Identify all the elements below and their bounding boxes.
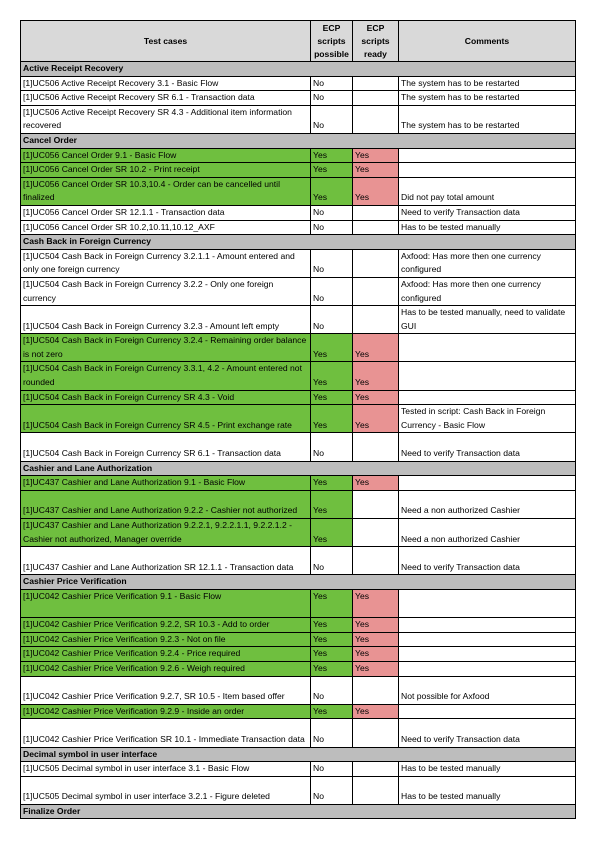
ecp-possible-cell: Yes — [311, 519, 353, 547]
section-title: Decimal symbol in user interface — [21, 747, 576, 762]
header-comments: Comments — [399, 21, 576, 62]
section-title: Cashier and Lane Authorization — [21, 461, 576, 476]
header-row — [21, 21, 576, 62]
section-row — [21, 235, 576, 250]
ecp-possible-cell: Yes — [311, 163, 353, 178]
comment-cell — [399, 647, 576, 662]
ecp-possible-cell: No — [311, 776, 353, 804]
ecp-possible-cell: No — [311, 676, 353, 704]
test-case-cell: [1]UC056 Cancel Order SR 10.2 - Print receipt — [21, 163, 311, 178]
ecp-ready-cell — [353, 433, 399, 461]
test-case-cell: [1]UC042 Cashier Price Verification 9.2.4 - Price required — [21, 647, 311, 662]
ecp-ready-cell: Yes — [353, 632, 399, 647]
ecp-ready-cell — [353, 306, 399, 334]
comment-cell — [399, 618, 576, 633]
table-body — [21, 62, 576, 819]
ecp-possible-cell: No — [311, 76, 353, 91]
comment-cell: Need to verify Transaction data — [399, 433, 576, 461]
test-case-cell: [1]UC042 Cashier Price Verification 9.1 - Basic Flow — [21, 589, 311, 617]
ecp-possible-cell: Yes — [311, 405, 353, 433]
ecp-possible-cell: Yes — [311, 490, 353, 518]
ecp-ready-cell — [353, 105, 399, 133]
test-case-cell: [1]UC056 Cancel Order SR 10.2,10.11,10.12_AXF — [21, 220, 311, 235]
test-case-cell: [1]UC506 Active Receipt Recovery SR 4.3 - Additional item information recovered — [21, 105, 311, 133]
test-case-cell: [1]UC505 Decimal symbol in user interface 3.2.1 - Figure deleted — [21, 776, 311, 804]
comment-cell — [399, 390, 576, 405]
ecp-possible-cell: No — [311, 277, 353, 305]
ecp-possible-cell: No — [311, 762, 353, 777]
ecp-ready-cell: Yes — [353, 148, 399, 163]
table-row — [21, 704, 576, 719]
ecp-ready-cell: Yes — [353, 647, 399, 662]
ecp-ready-cell: Yes — [353, 476, 399, 491]
table-row — [21, 334, 576, 362]
ecp-possible-cell: No — [311, 547, 353, 575]
ecp-possible-cell: Yes — [311, 390, 353, 405]
ecp-possible-cell: No — [311, 220, 353, 235]
table-row — [21, 776, 576, 804]
table-row — [21, 490, 576, 518]
comment-cell: Not possible for Axfood — [399, 676, 576, 704]
ecp-ready-cell: Yes — [353, 618, 399, 633]
ecp-possible-cell: Yes — [311, 632, 353, 647]
table-row — [21, 647, 576, 662]
comment-cell: The system has to be restarted — [399, 105, 576, 133]
ecp-ready-cell: Yes — [353, 405, 399, 433]
test-case-cell: [1]UC504 Cash Back in Foreign Currency SR 4.3 - Void — [21, 390, 311, 405]
ecp-ready-cell: Yes — [353, 704, 399, 719]
test-case-cell: [1]UC437 Cashier and Lane Authorization 9.2.2.1, 9.2.2.1.1, 9.2.2.1.2 - Cashier not authorized, Manager override — [21, 519, 311, 547]
table-row — [21, 362, 576, 390]
ecp-ready-cell — [353, 220, 399, 235]
section-title: Cash Back in Foreign Currency — [21, 235, 576, 250]
table-row — [21, 676, 576, 704]
table-row — [21, 405, 576, 433]
ecp-ready-cell — [353, 547, 399, 575]
table-row — [21, 519, 576, 547]
comment-cell — [399, 661, 576, 676]
test-case-table — [20, 20, 576, 819]
comment-cell — [399, 632, 576, 647]
table-row — [21, 547, 576, 575]
ecp-ready-cell — [353, 719, 399, 747]
section-row — [21, 575, 576, 590]
table-row — [21, 589, 576, 617]
test-case-cell: [1]UC504 Cash Back in Foreign Currency 3.2.3 - Amount left empty — [21, 306, 311, 334]
table-row — [21, 433, 576, 461]
ecp-possible-cell: Yes — [311, 704, 353, 719]
comment-cell: Did not pay total amount — [399, 177, 576, 205]
ecp-ready-cell — [353, 277, 399, 305]
table-row — [21, 205, 576, 220]
ecp-possible-cell: Yes — [311, 362, 353, 390]
table-row — [21, 105, 576, 133]
comment-cell: Axfood: Has more then one currency configured — [399, 277, 576, 305]
test-case-cell: [1]UC504 Cash Back in Foreign Currency SR 4.5 - Print exchange rate — [21, 405, 311, 433]
ecp-ready-cell: Yes — [353, 362, 399, 390]
ecp-ready-cell: Yes — [353, 163, 399, 178]
ecp-possible-cell: No — [311, 105, 353, 133]
ecp-possible-cell: No — [311, 306, 353, 334]
comment-cell — [399, 334, 576, 362]
comment-cell: Need to verify Transaction data — [399, 547, 576, 575]
section-title: Active Receipt Recovery — [21, 62, 576, 77]
ecp-possible-cell: Yes — [311, 647, 353, 662]
table-row — [21, 762, 576, 777]
section-row — [21, 747, 576, 762]
comment-cell: Has to be tested manually — [399, 776, 576, 804]
table-row — [21, 476, 576, 491]
table-row — [21, 163, 576, 178]
test-case-cell: [1]UC042 Cashier Price Verification 9.2.7, SR 10.5 - Item based offer — [21, 676, 311, 704]
ecp-ready-cell — [353, 676, 399, 704]
test-case-cell: [1]UC042 Cashier Price Verification 9.2.9 - Inside an order — [21, 704, 311, 719]
comment-cell — [399, 362, 576, 390]
comment-cell: Has to be tested manually, need to validate GUI — [399, 306, 576, 334]
test-case-cell: [1]UC504 Cash Back in Foreign Currency SR 6.1 - Transaction data — [21, 433, 311, 461]
ecp-ready-cell — [353, 76, 399, 91]
ecp-ready-cell: Yes — [353, 177, 399, 205]
test-case-cell: [1]UC042 Cashier Price Verification 9.2.3 - Not on file — [21, 632, 311, 647]
header-test-cases: Test cases — [21, 21, 311, 62]
test-case-cell: [1]UC056 Cancel Order SR 12.1.1 - Transaction data — [21, 205, 311, 220]
section-title: Finalize Order — [21, 804, 576, 819]
ecp-possible-cell: No — [311, 91, 353, 106]
test-case-cell: [1]UC042 Cashier Price Verification 9.2.2, SR 10.3 - Add to order — [21, 618, 311, 633]
test-case-cell: [1]UC042 Cashier Price Verification SR 10.1 - Immediate Transaction data — [21, 719, 311, 747]
comment-cell: The system has to be restarted — [399, 76, 576, 91]
comment-cell — [399, 163, 576, 178]
table-row — [21, 661, 576, 676]
section-row — [21, 62, 576, 77]
test-case-cell: [1]UC056 Cancel Order 9.1 - Basic Flow — [21, 148, 311, 163]
ecp-possible-cell: Yes — [311, 177, 353, 205]
section-row — [21, 461, 576, 476]
test-case-cell: [1]UC504 Cash Back in Foreign Currency 3.2.4 - Remaining order balance is not zero — [21, 334, 311, 362]
table-row — [21, 306, 576, 334]
test-case-cell: [1]UC504 Cash Back in Foreign Currency 3.3.1, 4.2 - Amount entered not rounded — [21, 362, 311, 390]
table-row — [21, 220, 576, 235]
test-case-cell: [1]UC056 Cancel Order SR 10.3,10.4 - Order can be cancelled until finalized — [21, 177, 311, 205]
ecp-ready-cell — [353, 776, 399, 804]
ecp-ready-cell — [353, 490, 399, 518]
test-case-cell: [1]UC437 Cashier and Lane Authorization 9.2.2 - Cashier not authorized — [21, 490, 311, 518]
table-row — [21, 719, 576, 747]
table-row — [21, 618, 576, 633]
comment-cell: Axfood: Has more then one currency configured — [399, 249, 576, 277]
ecp-ready-cell: Yes — [353, 589, 399, 617]
comment-cell — [399, 704, 576, 719]
ecp-possible-cell: Yes — [311, 148, 353, 163]
comment-cell: Tested in script: Cash Back in Foreign Currency - Basic Flow — [399, 405, 576, 433]
ecp-possible-cell: No — [311, 433, 353, 461]
ecp-possible-cell: Yes — [311, 589, 353, 617]
comment-cell: The system has to be restarted — [399, 91, 576, 106]
test-case-cell: [1]UC504 Cash Back in Foreign Currency 3.2.2 - Only one foreign currency — [21, 277, 311, 305]
test-case-cell: [1]UC506 Active Receipt Recovery SR 6.1 - Transaction data — [21, 91, 311, 106]
table-row — [21, 390, 576, 405]
section-row — [21, 133, 576, 148]
test-case-cell: [1]UC504 Cash Back in Foreign Currency 3.2.1.1 - Amount entered and only one foreign currency — [21, 249, 311, 277]
section-title: Cashier Price Verification — [21, 575, 576, 590]
table-row — [21, 91, 576, 106]
header-ecp-ready: ECP scripts ready — [353, 21, 399, 62]
test-case-cell: [1]UC505 Decimal symbol in user interface 3.1 - Basic Flow — [21, 762, 311, 777]
table-row — [21, 177, 576, 205]
header-ecp-possible: ECP scripts possible — [311, 21, 353, 62]
ecp-possible-cell: No — [311, 205, 353, 220]
table-row — [21, 249, 576, 277]
table-row — [21, 277, 576, 305]
ecp-possible-cell: No — [311, 719, 353, 747]
ecp-possible-cell: Yes — [311, 334, 353, 362]
comment-cell: Has to be tested manually — [399, 220, 576, 235]
ecp-ready-cell: Yes — [353, 661, 399, 676]
comment-cell: Has to be tested manually — [399, 762, 576, 777]
section-row — [21, 804, 576, 819]
test-case-cell: [1]UC437 Cashier and Lane Authorization SR 12.1.1 - Transaction data — [21, 547, 311, 575]
comment-cell: Need a non authorized Cashier — [399, 519, 576, 547]
table-row — [21, 76, 576, 91]
ecp-possible-cell: No — [311, 249, 353, 277]
ecp-possible-cell: Yes — [311, 476, 353, 491]
comment-cell — [399, 589, 576, 617]
comment-cell: Need a non authorized Cashier — [399, 490, 576, 518]
comment-cell — [399, 148, 576, 163]
ecp-possible-cell: Yes — [311, 618, 353, 633]
ecp-ready-cell — [353, 91, 399, 106]
section-title: Cancel Order — [21, 133, 576, 148]
comment-cell: Need to verify Transaction data — [399, 719, 576, 747]
ecp-ready-cell — [353, 205, 399, 220]
table-row — [21, 632, 576, 647]
ecp-ready-cell — [353, 249, 399, 277]
test-case-cell: [1]UC506 Active Receipt Recovery 3.1 - Basic Flow — [21, 76, 311, 91]
ecp-ready-cell: Yes — [353, 390, 399, 405]
ecp-ready-cell — [353, 519, 399, 547]
comment-cell: Need to verify Transaction data — [399, 205, 576, 220]
test-case-cell: [1]UC042 Cashier Price Verification 9.2.6 - Weigh required — [21, 661, 311, 676]
comment-cell — [399, 476, 576, 491]
ecp-ready-cell: Yes — [353, 334, 399, 362]
ecp-ready-cell — [353, 762, 399, 777]
test-case-cell: [1]UC437 Cashier and Lane Authorization 9.1 - Basic Flow — [21, 476, 311, 491]
table-row — [21, 148, 576, 163]
ecp-possible-cell: Yes — [311, 661, 353, 676]
